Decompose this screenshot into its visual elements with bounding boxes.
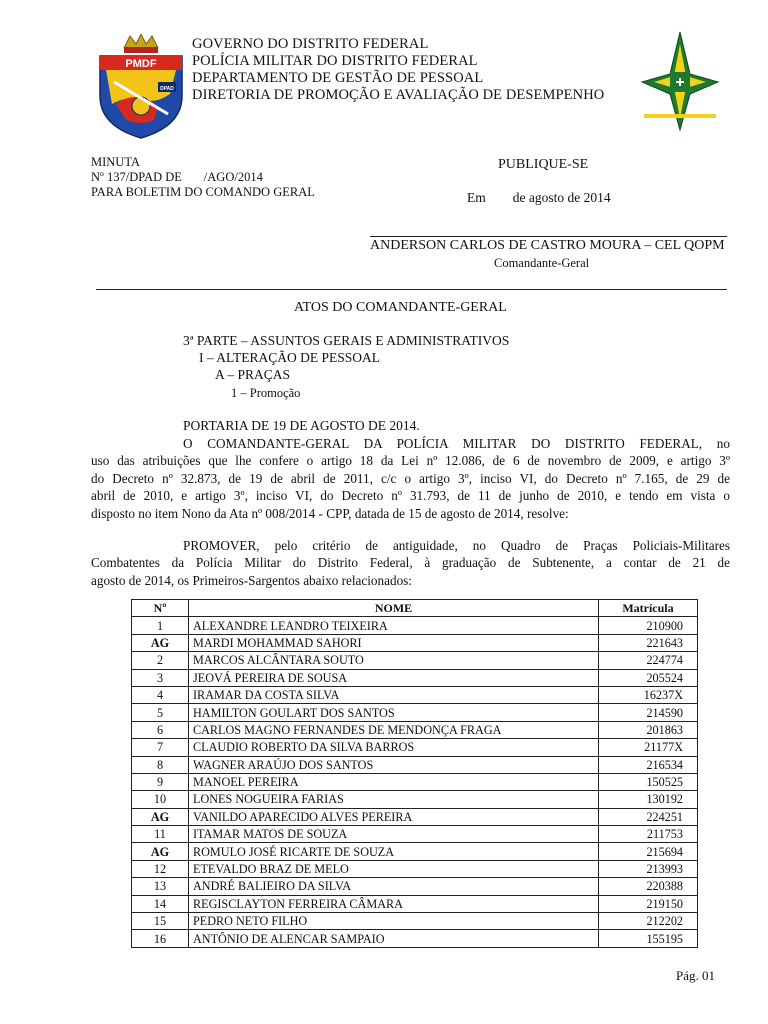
row-name: VANILDO APARECIDO ALVES PEREIRA: [189, 808, 599, 825]
paragraph-line: abril de 2010, e artigo 3º, inciso VI, do Decreto nº 31.793, de 11 de junho de 2010, e tendo em vista o: [91, 488, 730, 504]
row-number: AG: [132, 634, 189, 651]
section-title: ATOS DO COMANDANTE-GERAL: [294, 300, 507, 315]
publique-se-title: PUBLIQUE-SE: [498, 157, 589, 172]
header-name: NOME: [189, 600, 599, 617]
header-line-2: POLÍCIA MILITAR DO DISTRITO FEDERAL: [192, 53, 478, 69]
row-name: ETEVALDO BRAZ DE MELO: [189, 860, 599, 877]
row-name: MARCOS ALCÂNTARA SOUTO: [189, 652, 599, 669]
section-subtitle-1: I – ALTERAÇÃO DE PESSOAL: [199, 350, 381, 365]
row-number: AG: [132, 808, 189, 825]
header-line-3: DEPARTAMENTO DE GESTÃO DE PESSOAL: [192, 70, 484, 86]
row-name: CLAUDIO ROBERTO DA SILVA BARROS: [189, 739, 599, 756]
pmdf-emblem: [96, 34, 186, 140]
publique-se-date: Em de agosto de 2014: [467, 190, 611, 205]
row-name: PEDRO NETO FILHO: [189, 913, 599, 930]
row-number: 14: [132, 895, 189, 912]
row-number: 2: [132, 652, 189, 669]
paragraph-line: uso das atribuições que lhe confere o artigo 18 da Lei nº 12.086, de 6 de novembro de 2009, e artigo 3º: [91, 453, 730, 469]
minuta-number: Nº 137/DPAD DE /AGO/2014: [91, 170, 263, 184]
table-row: [132, 617, 698, 634]
table-row: [132, 791, 698, 808]
table-row: [132, 704, 698, 721]
minuta-label: MINUTA: [91, 155, 140, 169]
page-number: Pág. 01: [676, 968, 715, 983]
row-registration: 155195: [599, 930, 698, 947]
portaria-paragraph-1: [91, 435, 730, 522]
row-number: 7: [132, 739, 189, 756]
paragraph-line: agosto de 2014, os Primeiros-Sargentos abaixo relacionados:: [91, 572, 412, 588]
row-name: ANTÔNIO DE ALENCAR SAMPAIO: [189, 930, 599, 947]
row-number: 13: [132, 878, 189, 895]
row-registration: 21177X: [599, 739, 698, 756]
row-name: MARDI MOHAMMAD SAHORI: [189, 634, 599, 651]
portaria-paragraph-2: [91, 537, 730, 589]
row-registration: 219150: [599, 895, 698, 912]
table-row: [132, 878, 698, 895]
section-part: 3ª PARTE – ASSUNTOS GERAIS E ADMINISTRATIVOS: [183, 333, 510, 348]
table-row: [132, 773, 698, 790]
row-number: 10: [132, 791, 189, 808]
portaria-title: PORTARIA DE 19 DE AGOSTO DE 2014.: [183, 418, 420, 433]
paragraph-line: do Decreto nº 32.873, de 19 de abril de 2011, c/c o artigo 3º, inciso VI, do Decreto nº 7.165, de 29 de: [91, 470, 730, 486]
row-name: HAMILTON GOULART DOS SANTOS: [189, 704, 599, 721]
row-number: 9: [132, 773, 189, 790]
header-line-1: GOVERNO DO DISTRITO FEDERAL: [192, 36, 429, 52]
table-row: [132, 826, 698, 843]
row-registration: 130192: [599, 791, 698, 808]
row-registration: 213993: [599, 860, 698, 877]
row-name: JEOVÁ PEREIRA DE SOUSA: [189, 669, 599, 686]
table-row: [132, 652, 698, 669]
row-number: 6: [132, 721, 189, 738]
row-registration: 212202: [599, 913, 698, 930]
row-registration: 201863: [599, 721, 698, 738]
row-registration: 211753: [599, 826, 698, 843]
row-registration: 216534: [599, 756, 698, 773]
row-registration: 214590: [599, 704, 698, 721]
row-name: ROMULO JOSÉ RICARTE DE SOUZA: [189, 843, 599, 860]
section-subtitle-2: A – PRAÇAS: [215, 367, 291, 382]
row-number: 11: [132, 826, 189, 843]
row-number: 12: [132, 860, 189, 877]
dpad-logo-text: DPAD: [160, 86, 174, 92]
paragraph-line: disposto no item Nono da Ata nº 008/2014 - CPP, datada de 15 de agosto de 2014, resolve:: [91, 505, 569, 521]
df-emblem: [640, 30, 720, 132]
signer-role: Comandante-Geral: [494, 256, 590, 270]
section-subtitle-3: 1 – Promoção: [231, 386, 301, 400]
row-number: 4: [132, 686, 189, 703]
row-number: 5: [132, 704, 189, 721]
row-registration: 224251: [599, 808, 698, 825]
minuta-destination: PARA BOLETIM DO COMANDO GERAL: [91, 185, 315, 199]
row-number: 15: [132, 913, 189, 930]
row-number: 3: [132, 669, 189, 686]
row-number: 16: [132, 930, 189, 947]
table-body: [132, 617, 698, 947]
table-row: [132, 895, 698, 912]
row-name: ITAMAR MATOS DE SOUZA: [189, 826, 599, 843]
table-row: [132, 634, 698, 651]
row-number: AG: [132, 843, 189, 860]
table-row: [132, 756, 698, 773]
pmdf-logo-text: PMDF: [125, 58, 157, 70]
row-name: MANOEL PEREIRA: [189, 773, 599, 790]
table-row: [132, 686, 698, 703]
paragraph-line: O COMANDANTE-GERAL DA POLÍCIA MILITAR DO DISTRITO FEDERAL, no: [183, 436, 730, 451]
row-name: ANDRÉ BALIEIRO DA SILVA: [189, 878, 599, 895]
table-row: [132, 913, 698, 930]
signer-name: ANDERSON CARLOS DE CASTRO MOURA – CEL QOPM: [370, 238, 725, 253]
row-name: LONES NOGUEIRA FARIAS: [189, 791, 599, 808]
row-name: REGISCLAYTON FERREIRA CÂMARA: [189, 895, 599, 912]
row-registration: 16237X: [599, 686, 698, 703]
paragraph-line: PROMOVER, pelo critério de antiguidade, no Quadro de Praças Policiais-Militares: [183, 538, 730, 553]
table-row: [132, 930, 698, 947]
row-name: CARLOS MAGNO FERNANDES DE MENDONÇA FRAGA: [189, 721, 599, 738]
row-registration: 210900: [599, 617, 698, 634]
paragraph-line: Combatentes da Polícia Militar do Distrito Federal, à graduação de Subtenente, a contar de 21 de: [91, 555, 730, 571]
section-divider: [96, 289, 727, 290]
table-row: [132, 808, 698, 825]
row-name: IRAMAR DA COSTA SILVA: [189, 686, 599, 703]
row-registration: 220388: [599, 878, 698, 895]
table-row: [132, 739, 698, 756]
table-row: [132, 669, 698, 686]
row-registration: 215694: [599, 843, 698, 860]
table-header-row: [132, 600, 698, 617]
header-number: Nº: [132, 600, 189, 617]
row-name: ALEXANDRE LEANDRO TEIXEIRA: [189, 617, 599, 634]
table-row: [132, 860, 698, 877]
header-line-4: DIRETORIA DE PROMOÇÃO E AVALIAÇÃO DE DESEMPENHO: [192, 87, 605, 103]
row-registration: 224774: [599, 652, 698, 669]
row-number: 1: [132, 617, 189, 634]
signature-line: [370, 236, 727, 237]
table-row: [132, 721, 698, 738]
header-registration: Matrícula: [599, 600, 698, 617]
promotion-table: [131, 599, 698, 948]
table-row: [132, 843, 698, 860]
row-name: WAGNER ARAÚJO DOS SANTOS: [189, 756, 599, 773]
row-registration: 205524: [599, 669, 698, 686]
row-registration: 150525: [599, 773, 698, 790]
row-registration: 221643: [599, 634, 698, 651]
row-number: 8: [132, 756, 189, 773]
